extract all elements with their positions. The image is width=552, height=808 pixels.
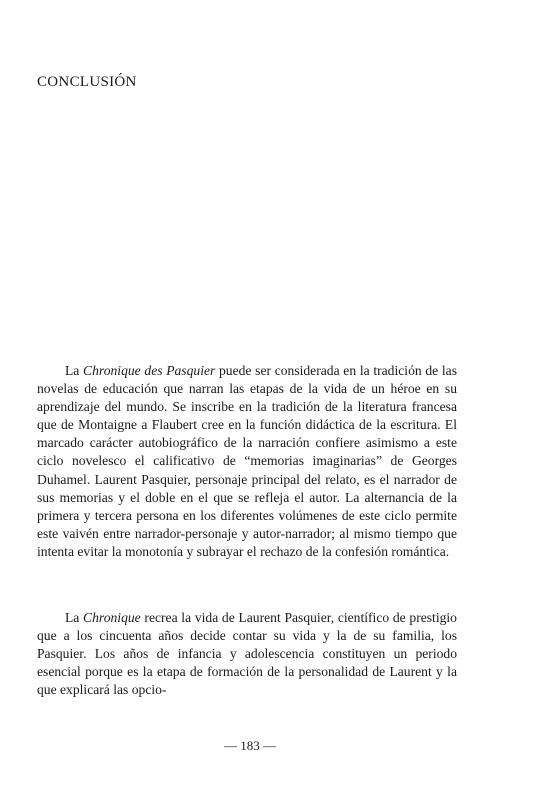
section-heading: CONCLUSIÓN <box>37 74 137 90</box>
paragraph-2-title-italic: Chronique <box>83 610 141 625</box>
paragraph-1-title-italic: Chronique des Pasquier <box>83 363 216 378</box>
paragraph-1-lead: La <box>65 363 84 378</box>
paragraph-2-lead: La <box>65 610 84 625</box>
paragraph-1-body: puede ser considerada en la tradición de las novelas de educación que narran las etapas de la vida de un héroe en su aprendizaje del mundo. Se inscribe en la tradición de la literatura francesa que de Montaigne a Flaubert cree en la función didáctica de la escritura. El marcado carácter autobiográfico de la narración confiere asimismo a este ciclo novelesco el calificativo de “memorias imaginarias” de Georges Duhamel. Laurent Pasquier, personaje principal del relato, es el narrador de sus memorias y el doble en el que se refleja el autor. La alternancia de la primera y tercera persona en los diferentes volúmenes de este ciclo permite este vaivén entre narrador-personaje y autor-narrador; al mismo tiempo que intenta evitar la monotonía y subrayar el rechazo de la confesión romántica. <box>37 363 457 559</box>
body-paragraph-1 <box>37 362 457 561</box>
page-number: — 183 — <box>224 738 276 753</box>
body-paragraph-2 <box>37 609 457 699</box>
paragraph-2-body: recrea la vida de Laurent Pasquier, científico de prestigio que a los cincuenta años decide contar su vida y la de su familia, los Pasquier. Los años de infancia y adolescencia constituyen un periodo esencial porque es la etapa de formación de la personalidad de Laurent y la que explicará las opcio- <box>37 610 457 698</box>
